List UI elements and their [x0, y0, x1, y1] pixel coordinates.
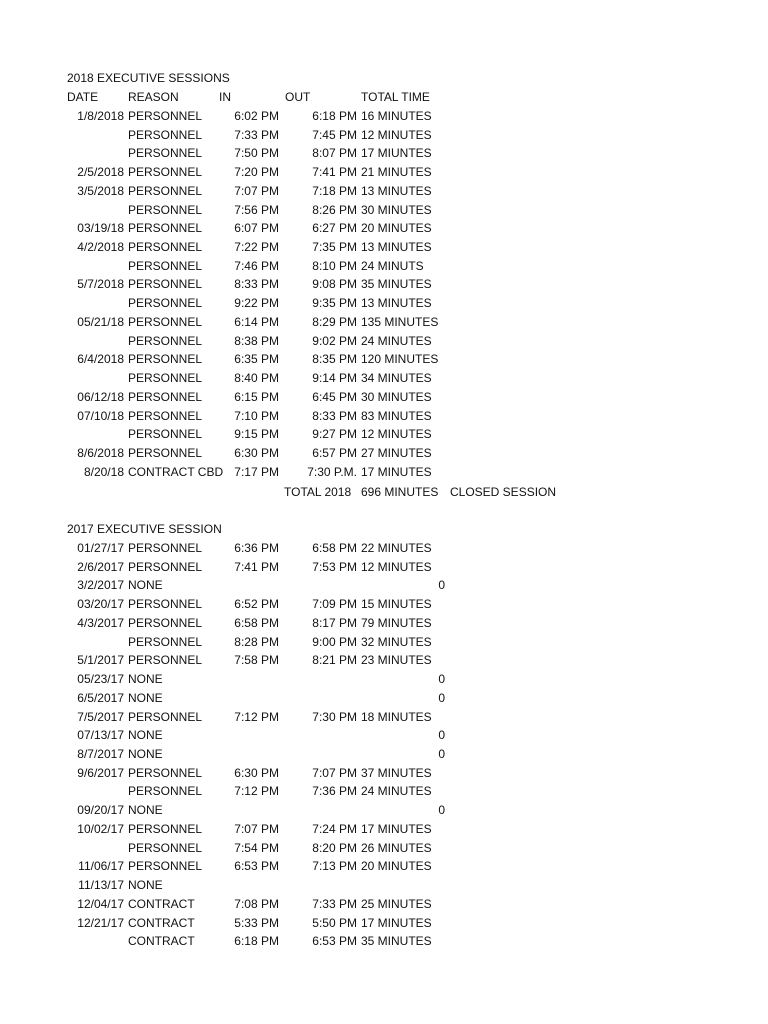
cell-date: 09/20/17	[77, 803, 124, 818]
cell-total-time: 18 MINUTES	[361, 709, 432, 724]
table-row	[0, 407, 768, 426]
cell-reason: NONE	[128, 803, 163, 818]
table-row	[0, 257, 768, 276]
cell-date: 5/7/2018	[77, 277, 124, 292]
table-row	[0, 182, 768, 201]
table-row	[0, 651, 768, 670]
table-row	[0, 350, 768, 369]
cell-reason: PERSONNEL	[128, 371, 203, 386]
cell-in: 6:35 PM	[234, 352, 279, 367]
cell-out: 8:26 PM	[312, 202, 357, 217]
cell-in: 6:52 PM	[234, 597, 279, 612]
cell-total-time: 26 MINUTES	[361, 840, 432, 855]
cell-out: 9:27 PM	[312, 427, 357, 442]
cell-reason: NONE	[128, 728, 163, 743]
cell-date: 3/2/2017	[77, 578, 124, 593]
header-date: DATE	[67, 90, 99, 104]
cell-date: 11/13/17	[78, 878, 124, 893]
cell-in: 6:36 PM	[234, 541, 279, 555]
cell-out: 5:50 PM	[312, 915, 357, 930]
cell-total-time: 37 MINUTES	[361, 765, 432, 780]
cell-in: 7:10 PM	[234, 408, 279, 423]
table-row	[0, 388, 768, 407]
table-row	[0, 708, 768, 727]
cell-in: 7:08 PM	[234, 896, 279, 911]
table-row	[0, 332, 768, 351]
cell-reason: PERSONNEL	[128, 597, 203, 612]
cell-date: 11/06/17	[78, 859, 124, 874]
cell-out: 8:29 PM	[312, 314, 357, 329]
cell-date: 12/21/17	[77, 915, 124, 930]
cell-reason: PERSONNEL	[128, 541, 203, 555]
cell-total-time: 30 MINUTES	[361, 202, 432, 217]
cell-out: 7:30 P.M.	[307, 464, 357, 479]
cell-reason: PERSONNEL	[128, 821, 203, 836]
cell-date: 7/5/2017	[77, 709, 124, 724]
cell-total-time: 20 MINUTES	[361, 859, 432, 874]
cell-reason: PERSONNEL	[128, 183, 203, 198]
table-row	[0, 782, 768, 801]
cell-total-time: 13 MINUTES	[361, 296, 432, 311]
cell-total-zero: 0	[438, 578, 445, 593]
table-row	[0, 801, 768, 820]
cell-out: 8:17 PM	[312, 615, 357, 630]
cell-total-time: 27 MINUTES	[361, 445, 432, 460]
cell-reason: PERSONNEL	[128, 840, 203, 855]
cell-in: 8:33 PM	[234, 277, 279, 292]
cell-total-time: 25 MINUTES	[361, 896, 432, 911]
cell-in: 6:14 PM	[234, 314, 279, 329]
cell-reason: PERSONNEL	[128, 146, 203, 161]
table-row	[0, 425, 768, 444]
cell-in: 7:07 PM	[234, 183, 279, 198]
table-row	[0, 914, 768, 933]
table-row	[0, 726, 768, 745]
table-row	[0, 595, 768, 614]
table-row	[0, 313, 768, 332]
table-row	[0, 839, 768, 858]
cell-total-time: 22 MINUTES	[361, 541, 432, 555]
cell-date: 03/19/18	[77, 221, 124, 236]
total-label: TOTAL 2018	[284, 485, 352, 499]
cell-reason: PERSONNEL	[128, 389, 203, 404]
cell-in: 7:20 PM	[234, 165, 279, 180]
cell-in: 9:15 PM	[234, 427, 279, 442]
cell-out: 8:21 PM	[312, 653, 357, 668]
cell-in: 5:33 PM	[234, 915, 279, 930]
table-row	[0, 932, 768, 951]
table-row	[0, 144, 768, 163]
cell-out: 9:00 PM	[312, 634, 357, 649]
cell-total-time: 12 MINUTES	[361, 559, 432, 574]
cell-date: 6/5/2017	[77, 690, 124, 705]
cell-in: 7:54 PM	[234, 840, 279, 855]
cell-total-time: 30 MINUTES	[361, 389, 432, 404]
cell-out: 7:13 PM	[312, 859, 357, 874]
table-row	[0, 201, 768, 220]
cell-out: 7:07 PM	[312, 765, 357, 780]
cell-total-time: 120 MINUTES	[361, 352, 439, 367]
cell-date: 12/04/17	[77, 896, 124, 911]
cell-total-zero: 0	[438, 728, 445, 743]
cell-reason: PERSONNEL	[128, 127, 203, 142]
cell-out: 9:08 PM	[312, 277, 357, 292]
table-row	[0, 163, 768, 182]
cell-out: 7:33 PM	[312, 896, 357, 911]
total-row-2018	[0, 483, 768, 502]
cell-out: 6:27 PM	[312, 221, 357, 236]
cell-out: 7:30 PM	[312, 709, 357, 724]
table-row	[0, 876, 768, 895]
cell-date: 07/10/18	[77, 408, 124, 423]
cell-total-zero: 0	[438, 803, 445, 818]
cell-reason: PERSONNEL	[128, 221, 203, 236]
cell-out: 7:41 PM	[312, 165, 357, 180]
cell-out: 6:18 PM	[312, 109, 357, 123]
cell-in: 7:22 PM	[234, 240, 279, 255]
cell-in: 7:17 PM	[234, 464, 279, 479]
cell-total-time: 35 MINUTES	[361, 934, 432, 949]
cell-date: 07/13/17	[77, 728, 124, 743]
cell-in: 7:58 PM	[234, 653, 279, 668]
table-row	[0, 857, 768, 876]
cell-date: 8/7/2017	[77, 747, 124, 762]
table-row	[0, 238, 768, 257]
header-reason: REASON	[128, 90, 179, 104]
cell-in: 7:12 PM	[234, 784, 279, 799]
cell-reason: NONE	[128, 672, 163, 687]
cell-in: 6:30 PM	[234, 765, 279, 780]
cell-date: 4/2/2018	[77, 240, 124, 255]
cell-total-time: 35 MINUTES	[361, 277, 432, 292]
cell-reason: PERSONNEL	[128, 615, 203, 630]
header-in: IN	[219, 90, 231, 104]
cell-date: 6/4/2018	[77, 352, 124, 367]
cell-date: 03/20/17	[77, 597, 124, 612]
cell-reason: PERSONNEL	[128, 352, 203, 367]
cell-out: 9:14 PM	[312, 371, 357, 386]
cell-total-time: 17 MIUNTES	[361, 146, 432, 161]
table-row	[0, 463, 768, 482]
table-row	[0, 107, 768, 126]
cell-reason: PERSONNEL	[128, 445, 203, 460]
cell-reason: CONTRACT	[128, 934, 195, 949]
cell-out: 8:10 PM	[312, 258, 357, 273]
cell-date: 5/1/2017	[77, 653, 124, 668]
cell-total-time: 79 MINUTES	[361, 615, 432, 630]
cell-reason: PERSONNEL	[128, 859, 203, 874]
header-total-time: TOTAL TIME	[361, 90, 430, 104]
cell-in: 7:50 PM	[234, 146, 279, 161]
cell-reason: PERSONNEL	[128, 165, 203, 180]
cell-out: 6:45 PM	[312, 389, 357, 404]
cell-total-zero: 0	[438, 690, 445, 705]
cell-out: 8:33 PM	[312, 408, 357, 423]
table-row	[0, 745, 768, 764]
cell-date: 9/6/2017	[77, 765, 124, 780]
cell-total-time: 12 MINUTES	[361, 427, 432, 442]
cell-in: 7:41 PM	[234, 559, 279, 574]
cell-total-time: 17 MINUTES	[361, 464, 432, 479]
cell-total-time: 13 MINUTES	[361, 240, 432, 255]
cell-reason: CONTRACT CBD	[128, 464, 224, 479]
total-value: 696 MINUTES	[361, 485, 439, 499]
cell-reason: CONTRACT	[128, 915, 195, 930]
table-row	[0, 670, 768, 689]
cell-in: 7:33 PM	[234, 127, 279, 142]
header-out: OUT	[285, 90, 311, 104]
cell-out: 7:45 PM	[312, 127, 357, 142]
cell-total-zero: 0	[438, 747, 445, 762]
cell-total-time: 24 MINUTS	[361, 258, 424, 273]
table-row	[0, 219, 768, 238]
cell-reason: PERSONNEL	[128, 634, 203, 649]
cell-reason: PERSONNEL	[128, 709, 203, 724]
total-note: CLOSED SESSION	[450, 485, 557, 499]
cell-out: 8:07 PM	[312, 146, 357, 161]
cell-date: 2/5/2018	[77, 165, 124, 180]
table-row	[0, 633, 768, 652]
cell-date: 10/02/17	[77, 821, 124, 836]
cell-out: 7:24 PM	[312, 821, 357, 836]
table-row	[0, 369, 768, 388]
cell-out: 7:35 PM	[312, 240, 357, 255]
cell-total-time: 12 MINUTES	[361, 127, 432, 142]
cell-out: 6:58 PM	[312, 541, 357, 555]
cell-total-time: 83 MINUTES	[361, 408, 432, 423]
table-row	[0, 614, 768, 633]
table-row	[0, 275, 768, 294]
header-row	[0, 88, 768, 107]
cell-in: 7:56 PM	[234, 202, 279, 217]
cell-total-time: 32 MINUTES	[361, 634, 432, 649]
cell-total-time: 34 MINUTES	[361, 371, 432, 386]
cell-in: 7:07 PM	[234, 821, 279, 836]
cell-total-time: 23 MINUTES	[361, 653, 432, 668]
cell-reason: NONE	[128, 690, 163, 705]
cell-in: 8:38 PM	[234, 333, 279, 348]
cell-reason: PERSONNEL	[128, 333, 203, 348]
cell-total-time: 13 MINUTES	[361, 183, 432, 198]
cell-reason: PERSONNEL	[128, 202, 203, 217]
cell-reason: PERSONNEL	[128, 240, 203, 255]
section-title-2018: 2018 EXECUTIVE SESSIONS	[67, 71, 230, 85]
cell-in: 9:22 PM	[234, 296, 279, 311]
cell-reason: PERSONNEL	[128, 765, 203, 780]
cell-total-time: 15 MINUTES	[361, 597, 432, 612]
cell-in: 7:12 PM	[234, 709, 279, 724]
cell-date: 05/21/18	[77, 314, 124, 329]
cell-reason: PERSONNEL	[128, 559, 203, 574]
cell-total-time: 24 MINUTES	[361, 333, 432, 348]
cell-total-time: 21 MINUTES	[361, 165, 432, 180]
cell-out: 8:35 PM	[312, 352, 357, 367]
cell-total-zero: 0	[438, 672, 445, 687]
cell-date: 8/20/18	[83, 464, 124, 479]
cell-in: 8:28 PM	[234, 634, 279, 649]
cell-total-time: 16 MINUTES	[361, 109, 432, 123]
cell-out: 9:02 PM	[312, 333, 357, 348]
table-row	[0, 895, 768, 914]
cell-date: 8/6/2018	[77, 445, 124, 460]
cell-date: 1/8/2018	[77, 109, 124, 123]
cell-reason: PERSONNEL	[128, 784, 203, 799]
cell-in: 6:18 PM	[234, 934, 279, 949]
table-row	[0, 294, 768, 313]
cell-reason: NONE	[128, 878, 163, 893]
cell-total-time: 24 MINUTES	[361, 784, 432, 799]
table-row	[0, 820, 768, 839]
cell-in: 6:15 PM	[234, 389, 279, 404]
cell-in: 6:07 PM	[234, 221, 279, 236]
table-row	[0, 444, 768, 463]
section-title-2017: 2017 EXECUTIVE SESSION	[67, 522, 222, 536]
cell-date: 06/12/18	[77, 389, 124, 404]
table-row	[0, 764, 768, 783]
cell-reason: NONE	[128, 578, 163, 593]
cell-reason: PERSONNEL	[128, 258, 203, 273]
cell-reason: PERSONNEL	[128, 427, 203, 442]
cell-date: 3/5/2018	[77, 183, 124, 198]
cell-in: 6:02 PM	[234, 109, 279, 123]
cell-out: 9:35 PM	[312, 296, 357, 311]
cell-total-time: 17 MINUTES	[361, 915, 432, 930]
cell-in: 6:58 PM	[234, 615, 279, 630]
table-row	[0, 576, 768, 595]
cell-reason: PERSONNEL	[128, 109, 203, 123]
cell-date: 4/3/2017	[77, 615, 124, 630]
cell-reason: PERSONNEL	[128, 408, 203, 423]
cell-out: 6:57 PM	[312, 445, 357, 460]
cell-reason: PERSONNEL	[128, 277, 203, 292]
cell-in: 6:30 PM	[234, 445, 279, 460]
cell-reason: CONTRACT	[128, 896, 195, 911]
cell-in: 6:53 PM	[234, 859, 279, 874]
table-row	[0, 558, 768, 577]
cell-out: 7:18 PM	[312, 183, 357, 198]
cell-date: 2/6/2017	[77, 559, 124, 574]
cell-total-time: 17 MINUTES	[361, 821, 432, 836]
cell-total-time: 135 MINUTES	[361, 314, 439, 329]
cell-in: 8:40 PM	[234, 371, 279, 386]
cell-reason: PERSONNEL	[128, 653, 203, 668]
table-row	[0, 126, 768, 145]
table-row	[0, 689, 768, 708]
cell-out: 6:53 PM	[312, 934, 357, 949]
cell-in: 7:46 PM	[234, 258, 279, 273]
cell-reason: PERSONNEL	[128, 314, 203, 329]
cell-total-time: 20 MINUTES	[361, 221, 432, 236]
cell-date: 05/23/17	[77, 672, 124, 687]
cell-reason: PERSONNEL	[128, 296, 203, 311]
cell-out: 7:53 PM	[312, 559, 357, 574]
cell-reason: NONE	[128, 747, 163, 762]
cell-out: 7:36 PM	[312, 784, 357, 799]
cell-out: 8:20 PM	[312, 840, 357, 855]
table-row	[0, 539, 768, 558]
cell-out: 7:09 PM	[312, 597, 357, 612]
cell-date: 01/27/17	[77, 541, 124, 555]
